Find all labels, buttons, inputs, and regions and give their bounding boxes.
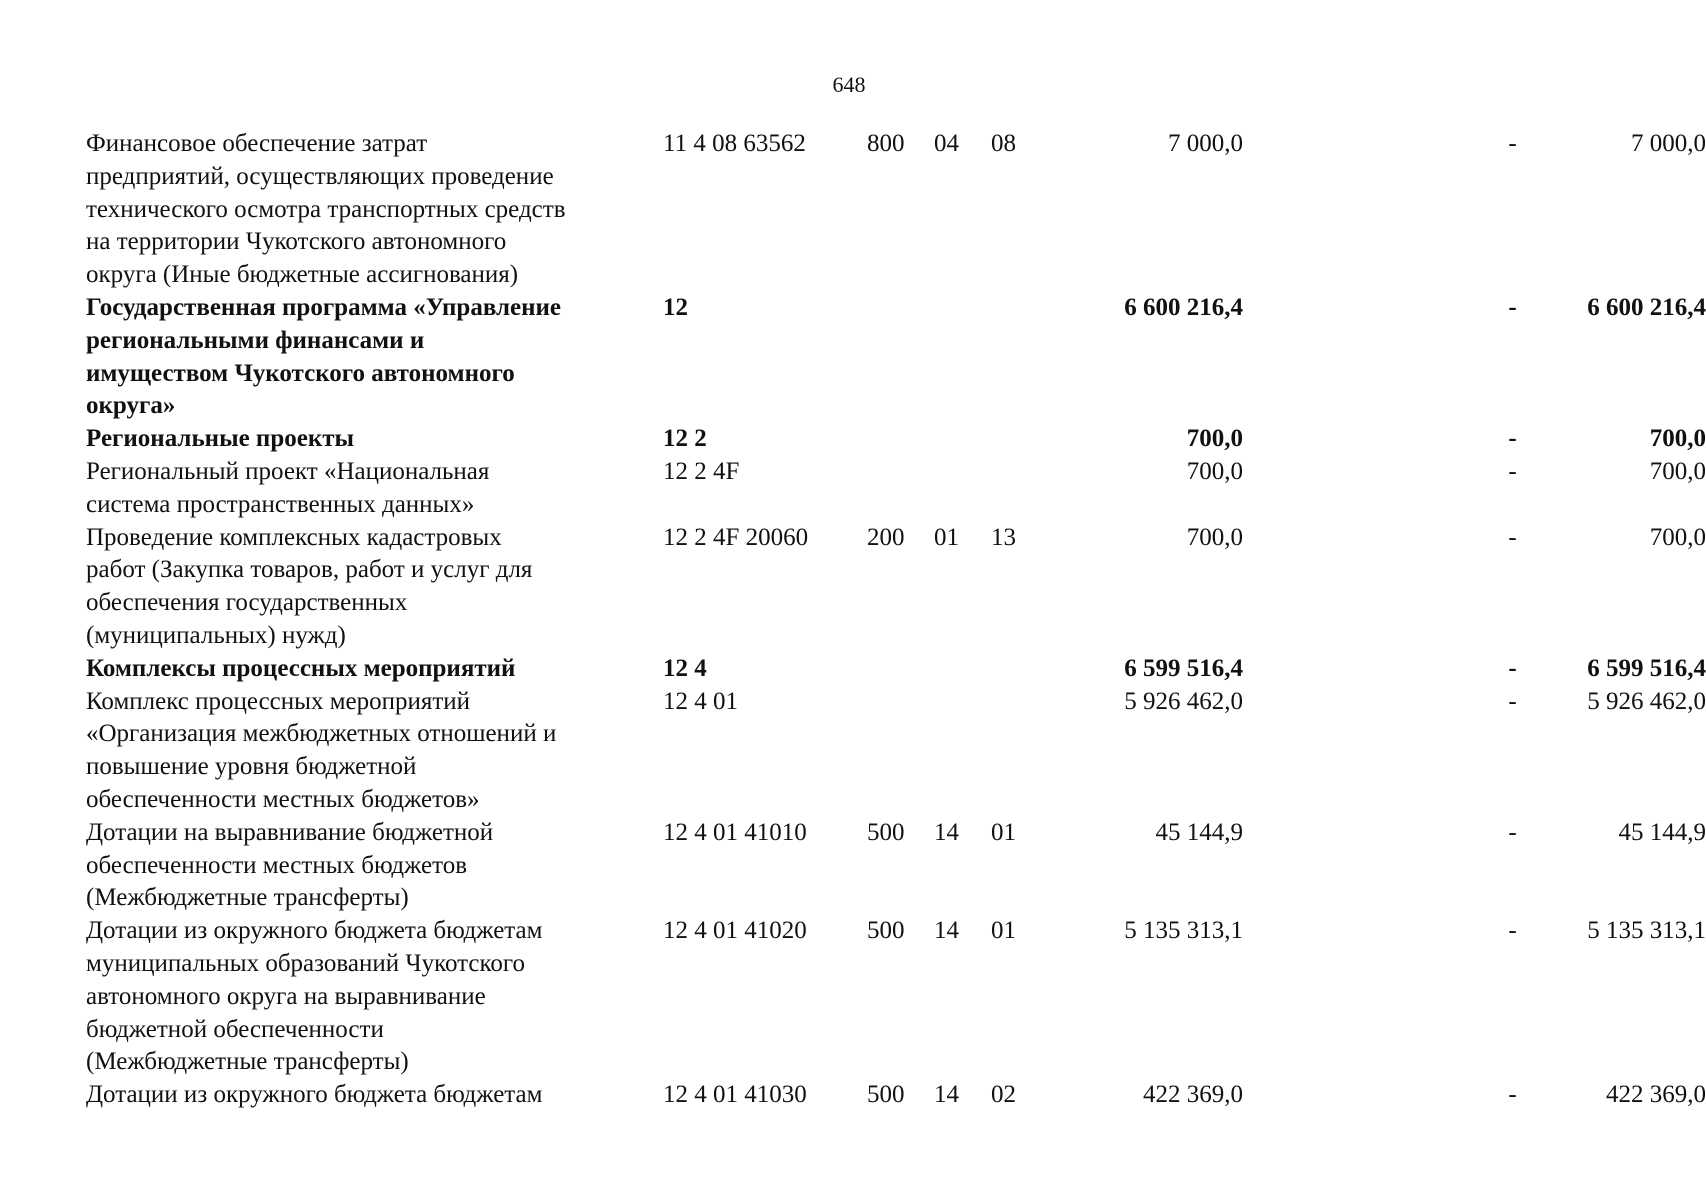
table-row [86, 292, 1706, 423]
program-code: 12 4 01 41030 [663, 1081, 807, 1109]
row-name: Финансовое обеспечение затрат предприятий, осуществляющих проведение технического осмотра транспортных средств на территории Чукотского автономного округа (Иные бюджетные ассигнования) [86, 130, 566, 289]
total-value: 6 599 516,4 [1587, 654, 1706, 682]
program-code: 12 2 [663, 425, 707, 453]
expense-type-code [867, 686, 934, 817]
amount-value: 7 000,0 [1168, 130, 1243, 157]
change-value: - [1508, 1081, 1517, 1109]
program-code: 11 4 08 63562 [663, 130, 806, 157]
subsection-code: 01 [991, 818, 1016, 846]
spacer [1243, 456, 1493, 522]
budget-table [86, 128, 1706, 1112]
spacer [1243, 522, 1493, 653]
amount-value: 700,0 [1186, 523, 1243, 551]
row-name: Комплекс процессных мероприятий «Организация межбюджетных отношений и повышение уровня бюджетной обеспеченности местных бюджетов» [86, 687, 557, 813]
subsection-code [991, 686, 1088, 817]
table-row [86, 686, 1706, 817]
total-value: 7 000,0 [1631, 130, 1706, 157]
program-code: 12 2 4F 20060 [663, 523, 809, 551]
section-code: 14 [934, 1081, 959, 1109]
total-value: 45 144,9 [1618, 818, 1706, 846]
expense-type-code: 500 [867, 917, 905, 945]
expense-type-code [867, 456, 934, 522]
total-value: 700,0 [1649, 523, 1706, 551]
table-row [86, 128, 1706, 292]
program-code: 12 4 01 41020 [663, 917, 807, 945]
table-row [86, 1079, 1706, 1112]
section-code [934, 456, 991, 522]
amount-value: 700,0 [1186, 457, 1243, 485]
spacer [1243, 128, 1493, 292]
change-value: - [1508, 293, 1517, 321]
row-name: Проведение комплексных кадастровых работ (Закупка товаров, работ и услуг для обеспечения государственных (муниципальных) нужд) [86, 523, 533, 649]
total-value: 422 369,0 [1606, 1081, 1706, 1109]
amount-value: 422 369,0 [1143, 1081, 1243, 1109]
subsection-code: 08 [991, 130, 1016, 157]
total-value: 700,0 [1649, 425, 1706, 453]
change-value: - [1508, 425, 1517, 453]
section-code: 04 [934, 130, 959, 157]
section-code: 14 [934, 917, 959, 945]
change-value: - [1508, 523, 1517, 551]
amount-value: 6 599 516,4 [1124, 654, 1243, 682]
table-row [86, 423, 1706, 456]
spacer [1243, 915, 1493, 1079]
table-row [86, 522, 1706, 653]
row-name: Государственная программа «Управление региональными финансами и имуществом Чукотского автономного округа» [86, 293, 562, 420]
section-code [934, 423, 991, 456]
section-code [934, 653, 991, 686]
program-code: 12 4 01 [663, 687, 738, 715]
total-value: 5 135 313,1 [1587, 917, 1706, 945]
spacer [1243, 292, 1493, 423]
spacer [1243, 653, 1493, 686]
change-value: - [1508, 130, 1517, 157]
subsection-code [991, 653, 1088, 686]
row-name: Региональный проект «Национальная система пространственных данных» [86, 457, 490, 518]
program-code: 12 [663, 293, 688, 321]
amount-value: 700,0 [1186, 425, 1243, 453]
expense-type-code: 200 [867, 523, 905, 551]
subsection-code [991, 292, 1088, 423]
section-code: 01 [934, 523, 959, 551]
change-value: - [1508, 917, 1517, 945]
program-code: 12 4 01 41010 [663, 818, 807, 846]
row-name: Дотации на выравнивание бюджетной обеспеченности местных бюджетов (Межбюджетные трансферты) [86, 818, 494, 912]
change-value: - [1508, 457, 1517, 485]
spacer [1243, 817, 1493, 915]
section-code [934, 292, 991, 423]
program-code: 12 2 4F [663, 457, 740, 485]
change-value: - [1508, 818, 1517, 846]
expense-type-code: 500 [867, 818, 905, 846]
expense-type-code [867, 292, 934, 423]
change-value: - [1508, 687, 1517, 715]
amount-value: 5 926 462,0 [1124, 687, 1243, 715]
amount-value: 6 600 216,4 [1124, 293, 1243, 321]
expense-type-code [867, 423, 934, 456]
total-value: 700,0 [1649, 457, 1706, 485]
spacer [1243, 1079, 1493, 1112]
spacer [1243, 423, 1493, 456]
total-value: 5 926 462,0 [1587, 687, 1706, 715]
table-row [86, 817, 1706, 915]
spacer [1243, 686, 1493, 817]
subsection-code: 01 [991, 917, 1016, 945]
row-name: Дотации из окружного бюджета бюджетам муниципальных образований Чукотского автономного округа на выравнивание бюджетной обеспеченности (Межбюджетные трансферты) [86, 917, 543, 1076]
table-row [86, 456, 1706, 522]
expense-type-code: 500 [867, 1081, 905, 1109]
program-code: 12 4 [663, 654, 707, 682]
subsection-code: 13 [991, 523, 1016, 551]
subsection-code [991, 423, 1088, 456]
expense-type-code: 800 [867, 130, 905, 157]
table-row [86, 653, 1706, 686]
subsection-code [991, 456, 1088, 522]
amount-value: 5 135 313,1 [1124, 917, 1243, 945]
amount-value: 45 144,9 [1155, 818, 1243, 846]
page-number: 648 [832, 72, 866, 97]
change-value: - [1508, 654, 1517, 682]
row-name: Комплексы процессных мероприятий [86, 654, 516, 682]
subsection-code: 02 [991, 1081, 1016, 1109]
expense-type-code [867, 653, 934, 686]
row-name: Дотации из окружного бюджета бюджетам [86, 1081, 543, 1109]
table-row [86, 915, 1706, 1079]
total-value: 6 600 216,4 [1587, 293, 1706, 321]
section-code: 14 [934, 818, 959, 846]
section-code [934, 686, 991, 817]
row-name: Региональные проекты [86, 425, 355, 453]
